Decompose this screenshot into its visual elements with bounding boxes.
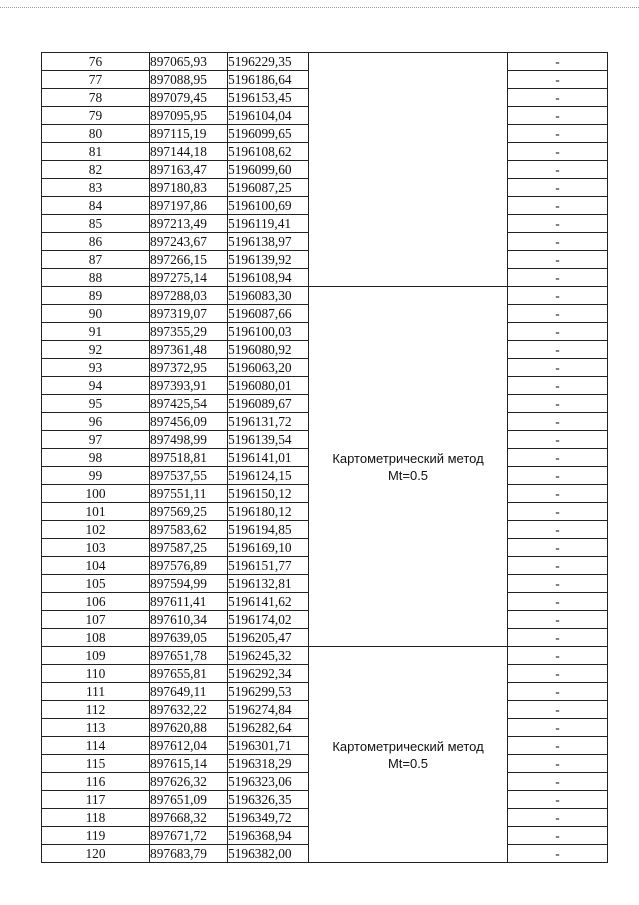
y-coordinate-cell: 5196131,72 [228,413,309,431]
method-name: Картометрический метод [332,450,484,466]
error-cell: - [508,719,608,737]
point-number-cell: 92 [42,341,150,359]
point-number-cell: 109 [42,647,150,665]
error-cell: - [508,521,608,539]
point-number-cell: 94 [42,377,150,395]
method-name: Картометрический метод [332,738,484,754]
y-coordinate-cell: 5196382,00 [228,845,309,863]
y-coordinate-cell: 5196174,02 [228,611,309,629]
y-coordinate-cell: 5196087,66 [228,305,309,323]
point-number-cell: 100 [42,485,150,503]
y-coordinate-cell: 5196229,35 [228,53,309,71]
x-coordinate-cell: 897197,86 [150,197,228,215]
x-coordinate-cell: 897275,14 [150,269,228,287]
y-coordinate-cell: 5196080,92 [228,341,309,359]
error-cell: - [508,611,608,629]
x-coordinate-cell: 897594,99 [150,575,228,593]
y-coordinate-cell: 5196124,15 [228,467,309,485]
error-cell: - [508,197,608,215]
x-coordinate-cell: 897243,67 [150,233,228,251]
y-coordinate-cell: 5196099,60 [228,161,309,179]
error-cell: - [508,107,608,125]
point-number-cell: 88 [42,269,150,287]
x-coordinate-cell: 897288,03 [150,287,228,305]
error-cell: - [508,557,608,575]
coordinates-table [41,52,608,863]
error-cell: - [508,53,608,71]
y-coordinate-cell: 5196180,12 [228,503,309,521]
y-coordinate-cell: 5196292,34 [228,665,309,683]
x-coordinate-cell: 897615,14 [150,755,228,773]
method-cell [309,287,508,647]
y-coordinate-cell: 5196323,06 [228,773,309,791]
point-number-cell: 79 [42,107,150,125]
point-number-cell: 115 [42,755,150,773]
error-cell: - [508,395,608,413]
error-cell: - [508,233,608,251]
point-number-cell: 108 [42,629,150,647]
table-row [42,53,608,71]
error-cell: - [508,773,608,791]
error-cell: - [508,215,608,233]
error-cell: - [508,251,608,269]
error-cell: - [508,269,608,287]
y-coordinate-cell: 5196153,45 [228,89,309,107]
x-coordinate-cell: 897115,19 [150,125,228,143]
y-coordinate-cell: 5196089,67 [228,395,309,413]
x-coordinate-cell: 897612,04 [150,737,228,755]
point-number-cell: 82 [42,161,150,179]
x-coordinate-cell: 897266,15 [150,251,228,269]
error-cell: - [508,737,608,755]
y-coordinate-cell: 5196083,30 [228,287,309,305]
x-coordinate-cell: 897655,81 [150,665,228,683]
x-coordinate-cell: 897079,45 [150,89,228,107]
error-cell: - [508,161,608,179]
y-coordinate-cell: 5196301,71 [228,737,309,755]
y-coordinate-cell: 5196108,62 [228,143,309,161]
point-number-cell: 87 [42,251,150,269]
y-coordinate-cell: 5196138,97 [228,233,309,251]
point-number-cell: 104 [42,557,150,575]
x-coordinate-cell: 897576,89 [150,557,228,575]
y-coordinate-cell: 5196318,29 [228,755,309,773]
point-number-cell: 84 [42,197,150,215]
x-coordinate-cell: 897180,83 [150,179,228,197]
method-accuracy: Mt=0.5 [387,755,429,771]
point-number-cell: 114 [42,737,150,755]
error-cell: - [508,89,608,107]
point-number-cell: 107 [42,611,150,629]
error-cell: - [508,323,608,341]
point-number-cell: 118 [42,809,150,827]
point-number-cell: 93 [42,359,150,377]
y-coordinate-cell: 5196099,65 [228,125,309,143]
x-coordinate-cell: 897639,05 [150,629,228,647]
y-coordinate-cell: 5196132,81 [228,575,309,593]
y-coordinate-cell: 5196063,20 [228,359,309,377]
point-number-cell: 110 [42,665,150,683]
point-number-cell: 86 [42,233,150,251]
error-cell: - [508,359,608,377]
y-coordinate-cell: 5196205,47 [228,629,309,647]
point-number-cell: 113 [42,719,150,737]
point-number-cell: 80 [42,125,150,143]
x-coordinate-cell: 897551,11 [150,485,228,503]
point-number-cell: 106 [42,593,150,611]
error-cell: - [508,143,608,161]
x-coordinate-cell: 897065,93 [150,53,228,71]
point-number-cell: 103 [42,539,150,557]
y-coordinate-cell: 5196169,10 [228,539,309,557]
y-coordinate-cell: 5196194,85 [228,521,309,539]
method-cell [309,53,508,287]
error-cell: - [508,287,608,305]
x-coordinate-cell: 897095,95 [150,107,228,125]
x-coordinate-cell: 897425,54 [150,395,228,413]
page-top-rule [0,7,639,8]
point-number-cell: 119 [42,827,150,845]
y-coordinate-cell: 5196104,04 [228,107,309,125]
y-coordinate-cell: 5196139,54 [228,431,309,449]
x-coordinate-cell: 897668,32 [150,809,228,827]
error-cell: - [508,431,608,449]
y-coordinate-cell: 5196139,92 [228,251,309,269]
error-cell: - [508,71,608,89]
error-cell: - [508,575,608,593]
x-coordinate-cell: 897537,55 [150,467,228,485]
y-coordinate-cell: 5196245,32 [228,647,309,665]
y-coordinate-cell: 5196119,41 [228,215,309,233]
x-coordinate-cell: 897163,47 [150,161,228,179]
point-number-cell: 102 [42,521,150,539]
x-coordinate-cell: 897361,48 [150,341,228,359]
error-cell: - [508,413,608,431]
error-cell: - [508,377,608,395]
x-coordinate-cell: 897611,41 [150,593,228,611]
table-row [42,647,608,665]
error-cell: - [508,827,608,845]
x-coordinate-cell: 897088,95 [150,71,228,89]
point-number-cell: 76 [42,53,150,71]
error-cell: - [508,467,608,485]
point-number-cell: 95 [42,395,150,413]
x-coordinate-cell: 897671,72 [150,827,228,845]
error-cell: - [508,683,608,701]
y-coordinate-cell: 5196368,94 [228,827,309,845]
y-coordinate-cell: 5196100,69 [228,197,309,215]
error-cell: - [508,665,608,683]
y-coordinate-cell: 5196326,35 [228,791,309,809]
point-number-cell: 117 [42,791,150,809]
y-coordinate-cell: 5196108,94 [228,269,309,287]
error-cell: - [508,305,608,323]
error-cell: - [508,449,608,467]
y-coordinate-cell: 5196274,84 [228,701,309,719]
point-number-cell: 85 [42,215,150,233]
y-coordinate-cell: 5196080,01 [228,377,309,395]
error-cell: - [508,503,608,521]
x-coordinate-cell: 897518,81 [150,449,228,467]
error-cell: - [508,179,608,197]
y-coordinate-cell: 5196150,12 [228,485,309,503]
y-coordinate-cell: 5196087,25 [228,179,309,197]
x-coordinate-cell: 897213,49 [150,215,228,233]
method-accuracy: Mt=0.5 [387,467,429,483]
x-coordinate-cell: 897393,91 [150,377,228,395]
point-number-cell: 105 [42,575,150,593]
y-coordinate-cell: 5196282,64 [228,719,309,737]
point-number-cell: 97 [42,431,150,449]
error-cell: - [508,125,608,143]
point-number-cell: 89 [42,287,150,305]
x-coordinate-cell: 897683,79 [150,845,228,863]
error-cell: - [508,791,608,809]
x-coordinate-cell: 897355,29 [150,323,228,341]
x-coordinate-cell: 897610,34 [150,611,228,629]
x-coordinate-cell: 897456,09 [150,413,228,431]
point-number-cell: 96 [42,413,150,431]
point-number-cell: 120 [42,845,150,863]
point-number-cell: 112 [42,701,150,719]
x-coordinate-cell: 897649,11 [150,683,228,701]
point-number-cell: 81 [42,143,150,161]
x-coordinate-cell: 897144,18 [150,143,228,161]
x-coordinate-cell: 897626,32 [150,773,228,791]
y-coordinate-cell: 5196100,03 [228,323,309,341]
y-coordinate-cell: 5196349,72 [228,809,309,827]
y-coordinate-cell: 5196141,01 [228,449,309,467]
error-cell: - [508,593,608,611]
error-cell: - [508,341,608,359]
coordinates-table-body [42,53,608,863]
x-coordinate-cell: 897372,95 [150,359,228,377]
point-number-cell: 78 [42,89,150,107]
point-number-cell: 101 [42,503,150,521]
error-cell: - [508,845,608,863]
x-coordinate-cell: 897620,88 [150,719,228,737]
error-cell: - [508,647,608,665]
table-row [42,287,608,305]
y-coordinate-cell: 5196186,64 [228,71,309,89]
point-number-cell: 83 [42,179,150,197]
method-cell [309,647,508,863]
x-coordinate-cell: 897583,62 [150,521,228,539]
error-cell: - [508,701,608,719]
y-coordinate-cell: 5196151,77 [228,557,309,575]
x-coordinate-cell: 897651,78 [150,647,228,665]
point-number-cell: 116 [42,773,150,791]
error-cell: - [508,485,608,503]
error-cell: - [508,809,608,827]
error-cell: - [508,539,608,557]
error-cell: - [508,755,608,773]
x-coordinate-cell: 897569,25 [150,503,228,521]
point-number-cell: 77 [42,71,150,89]
x-coordinate-cell: 897319,07 [150,305,228,323]
point-number-cell: 99 [42,467,150,485]
x-coordinate-cell: 897632,22 [150,701,228,719]
y-coordinate-cell: 5196299,53 [228,683,309,701]
point-number-cell: 90 [42,305,150,323]
point-number-cell: 91 [42,323,150,341]
x-coordinate-cell: 897651,09 [150,791,228,809]
error-cell: - [508,629,608,647]
point-number-cell: 98 [42,449,150,467]
point-number-cell: 111 [42,683,150,701]
x-coordinate-cell: 897498,99 [150,431,228,449]
x-coordinate-cell: 897587,25 [150,539,228,557]
y-coordinate-cell: 5196141,62 [228,593,309,611]
